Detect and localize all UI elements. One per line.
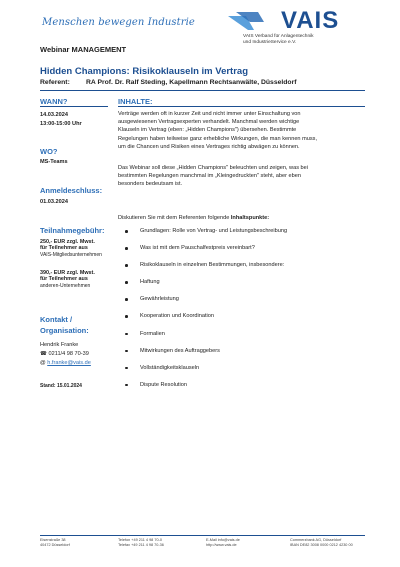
- list-item: Grundlagen: Rolle von Vertrag- und Leistungsbeschreibung: [118, 228, 368, 245]
- list-item: Gewährleistung: [118, 296, 368, 313]
- contact-name: Hendrik Franke: [40, 342, 79, 348]
- contact-phone: ☎ 0211/4 98 70-39: [40, 351, 89, 357]
- contact-heading: Kontakt / Organisation:: [40, 315, 89, 335]
- stand-date: Stand: 15.01.2024: [40, 383, 82, 389]
- footer-web: E-Mail info@vais.de http://www.vais.de: [206, 538, 240, 547]
- deadline-heading: Anmeldeschluss:: [40, 186, 103, 195]
- discussion-intro: Diskutieren Sie mit dem Referenten folgende Inhaltspunkte:: [118, 215, 270, 221]
- wann-divider: [40, 106, 108, 107]
- referent-value: RA Prof. Dr. Ralf Steding, Kapellmann Rechtsanwälte, Düsseldorf: [86, 79, 297, 86]
- event-time: 13:00-15:00 Uhr: [40, 121, 82, 127]
- list-item: Kooperation und Koordination: [118, 313, 368, 330]
- footer-phone: Telefon +49 211 4 98 70-0 Telefax +49 211 4 98 70-36: [118, 538, 164, 547]
- list-item: Was ist mit dem Pauschalfestpreis vereinbart?: [118, 245, 368, 262]
- deadline-date: 01.03.2024: [40, 199, 68, 205]
- logo-text: VAIS: [281, 7, 340, 34]
- inhalte-divider: [118, 106, 365, 107]
- footer-divider: [40, 535, 365, 536]
- title-divider: [40, 90, 365, 91]
- list-item: Risikoklauseln in einzelnen Bestimmungen, insbesondere:: [118, 262, 368, 279]
- logo-subtitle: VAIS Verband für Anlagentechnik und IndustrieService e.V.: [243, 34, 314, 45]
- list-item: Formalien: [118, 331, 368, 348]
- list-item: Dispute Resolution: [118, 382, 368, 399]
- webinar-kicker: Webinar MANAGEMENT: [40, 45, 127, 54]
- footer-bank: Commerzbank AG, Düsseldorf IBAN DE82 3008 0000 0212 4230 00: [290, 538, 353, 547]
- wo-heading: WO?: [40, 147, 58, 156]
- topic-list: [118, 228, 368, 399]
- footer-address: Eisenstraße 38 40472 Düsseldorf: [40, 538, 70, 547]
- fee-heading: Teilnahmegebühr:: [40, 226, 105, 235]
- contact-email-link[interactable]: h.franke@vais.de: [47, 360, 91, 366]
- contact-details: [40, 341, 91, 368]
- contact-email-row: [40, 359, 91, 368]
- fee-members: 250,- EUR zzgl. Mwst. für Teilnehmer aus VAIS-Mitgliedsunternehmen: [40, 239, 102, 258]
- event-date: 14.03.2024: [40, 112, 68, 118]
- event-location: MS-Teams: [40, 159, 68, 165]
- vais-logo-icon: [228, 10, 280, 32]
- list-item: Haftung: [118, 279, 368, 296]
- list-item: Vollständigkeitsklauseln: [118, 365, 368, 382]
- page-title: Hidden Champions: Risikoklauseln im Vertrag: [40, 66, 248, 77]
- list-item: Mitwirkungen des Auftraggebers: [118, 348, 368, 365]
- webinar-paragraph: Das Webinar soll diese „Hidden Champions" beleuchten und zeigen, was bei bestimmten Regelungen manchmal im „Kleingedruckten" steht, aber eben besonders bedeutsam ist.: [118, 165, 309, 188]
- fee-others: 390,- EUR zzgl. Mwst. für Teilnehmer aus anderen-Unternehmen: [40, 270, 95, 289]
- referent-label: Referent:: [40, 79, 70, 86]
- slogan: Menschen bewegen Industrie: [42, 17, 195, 28]
- referent-line: [40, 79, 297, 86]
- wann-heading: WANN?: [40, 97, 68, 106]
- phone-icon: ☎: [40, 351, 47, 357]
- inhalte-heading: INHALTE:: [118, 97, 153, 106]
- at-icon: @: [40, 360, 46, 366]
- intro-paragraph: Verträge werden oft in kurzer Zeit und nicht immer unter Einschaltung von ausgewiesenen Vertragsexperten verhandelt. Manchmal werden wichtige Klauseln im Vertrag (eben: „Hidden Champions") übersehen. Bestimmte Regelungen haben teilweise ganz erhebliche Wirkungen, die man kennen muss, um die Chancen und Risiken eines Vertrages richtig abwägen zu können.: [118, 111, 318, 150]
